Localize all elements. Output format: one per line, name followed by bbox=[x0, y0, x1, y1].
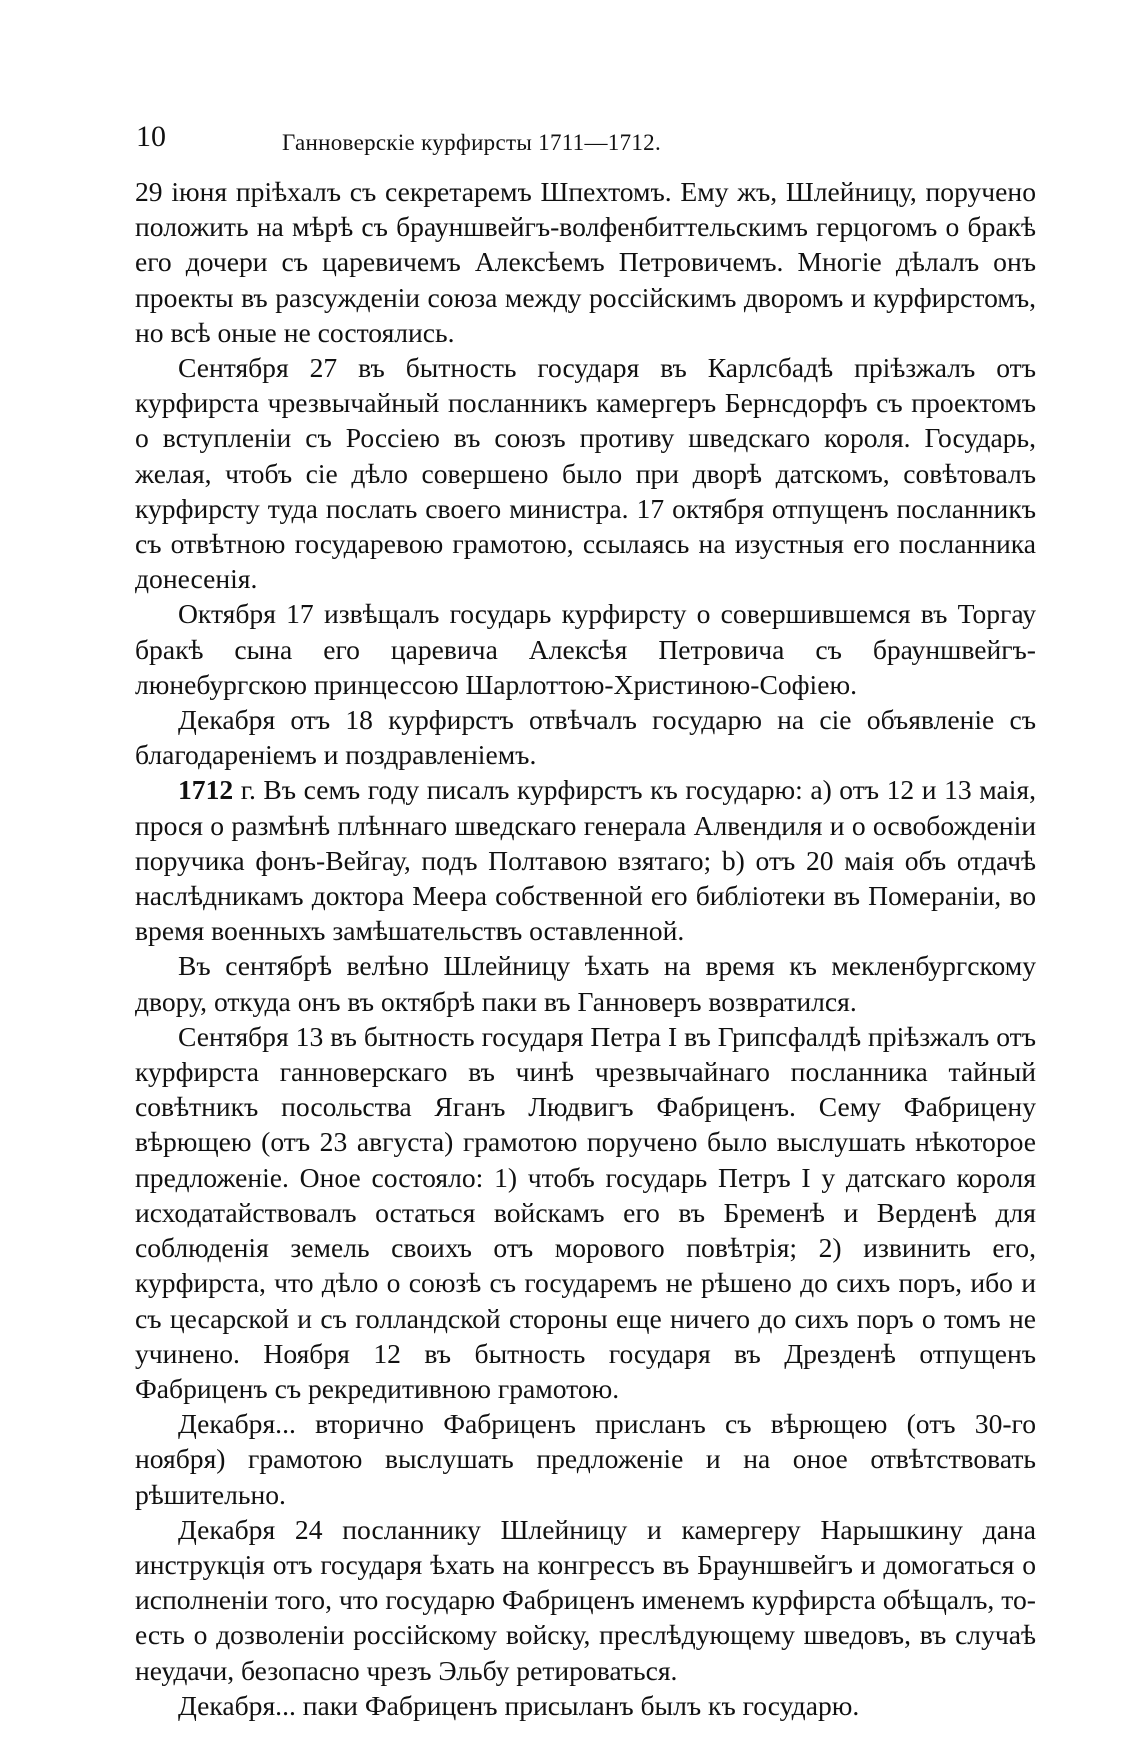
paragraph-3: Октября 17 извѣщалъ государь курфирсту о совершившемся въ Торгау бракѣ сына его царевича Алексѣя Петровича съ брауншвейгъ-люнебургскою принцессою Шарлоттою-Христиною-Софіею. bbox=[135, 598, 1036, 700]
body-text bbox=[135, 174, 1036, 1723]
paragraph-9: Декабря 24 посланнику Шлейницу и камергеру Нарышкину дана инструкція отъ государя ѣхать на конгрессъ въ Брауншвейгъ и домогаться о исполненіи того, что государю Фабриценъ именемъ курфирста обѣщалъ, то-есть о дозволеніи россійскому войску, преслѣдующему шведовъ, въ случаѣ неудачи, безопасно чрезъ Эльбу ретироваться. bbox=[135, 1513, 1036, 1686]
paragraph-5-text: г. Въ семъ году писалъ курфирстъ къ государю: a) отъ 12 и 13 маія, прося о размѣнѣ плѣннаго шведскаго генерала Алвендиля и о освобожденіи поручика фонъ-Вейгау, подъ Полтавою взятаго; b) отъ 20 маія объ отдачѣ наслѣдникамъ доктора Меера собственной его библіотеки въ Помераніи, во время военныхъ замѣшательствъ оставленной. bbox=[135, 774, 1036, 947]
year-1712: 1712 bbox=[178, 774, 234, 806]
running-title: Ганноверскіе курфирсты 1711—1712. bbox=[282, 130, 662, 155]
paragraph-1: 29 іюня пріѣхалъ съ секретаремъ Шпехтомъ. Ему жъ, Шлейницу, поручено положить на мѣрѣ съ брауншвейгъ-волфенбиттельскимъ герцогомъ о бракѣ его дочери съ царевичемъ Алексѣемъ Петровичемъ. Многіе дѣлалъ онъ проекты въ разсужденіи союза между россійскимъ дворомъ и курфирстомъ, но всѣ оные не состоялись. bbox=[135, 176, 1036, 348]
paragraph-2: Сентября 27 въ бытность государя въ Карлсбадѣ пріѣзжалъ отъ курфирста чрезвычайный посланникъ камергеръ Бернсдорфъ съ проектомъ о вступленіи съ Россіею въ союзъ противу шведскаго короля. Государь, желая, чтобъ сіе дѣло совершено было при дворѣ датскомъ, совѣтовалъ курфирсту туда послать своего министра. 17 октября отпущенъ посланникъ съ отвѣтною государевою грамотою, ссылаясь на изустныя его посланника донесенія. bbox=[135, 352, 1036, 595]
paragraph-7: Сентября 13 въ бытность государя Петра I въ Грипсфалдѣ пріѣзжалъ отъ курфирста ганноверскаго въ чинѣ чрезвычайнаго посланника тайный совѣтникъ посольства Яганъ Людвигъ Фабриценъ. Сему Фабрицену вѣрющею (отъ 23 августа) грамотою поручено было выслушать нѣкоторое предложеніе. Оное состояло: 1) чтобъ государь Петръ I у датскаго короля исходатайствовалъ остаться войскамъ его въ Бременѣ и Верденѣ для соблюденія земель своихъ отъ морового повѣтрія; 2) извинить его, курфирста, что дѣло о союзѣ съ государемъ не рѣшено до сихъ поръ, ибо и съ цесарской и съ голландской стороны еще ничего до сихъ поръ о томъ не учинено. Ноября 12 въ бытность государя въ Дрезденѣ отпущенъ Фабриценъ съ рекредитивною грамотою. bbox=[135, 1020, 1036, 1404]
paragraph-4: Декабря отъ 18 курфирстъ отвѣчалъ государю на сіе объявленіе съ благодареніемъ и поздравленіемъ. bbox=[135, 704, 1036, 771]
paragraph-6: Въ сентябрѣ велѣно Шлейницу ѣхать на время къ мекленбургскому двору, откуда онъ въ октябрѣ паки въ Ганноверъ возвратился. bbox=[135, 950, 1036, 1017]
page-number: 10 bbox=[136, 120, 166, 153]
paragraph-8: Декабря... вторично Фабриценъ присланъ съ вѣрющею (отъ 30-го ноября) грамотою выслушать предложеніе и на оное отвѣтствовать рѣшительно. bbox=[135, 1408, 1036, 1510]
paragraph-5 bbox=[135, 772, 1036, 948]
paragraph-10: Декабря... паки Фабриценъ присыланъ былъ къ государю. bbox=[178, 1689, 860, 1721]
